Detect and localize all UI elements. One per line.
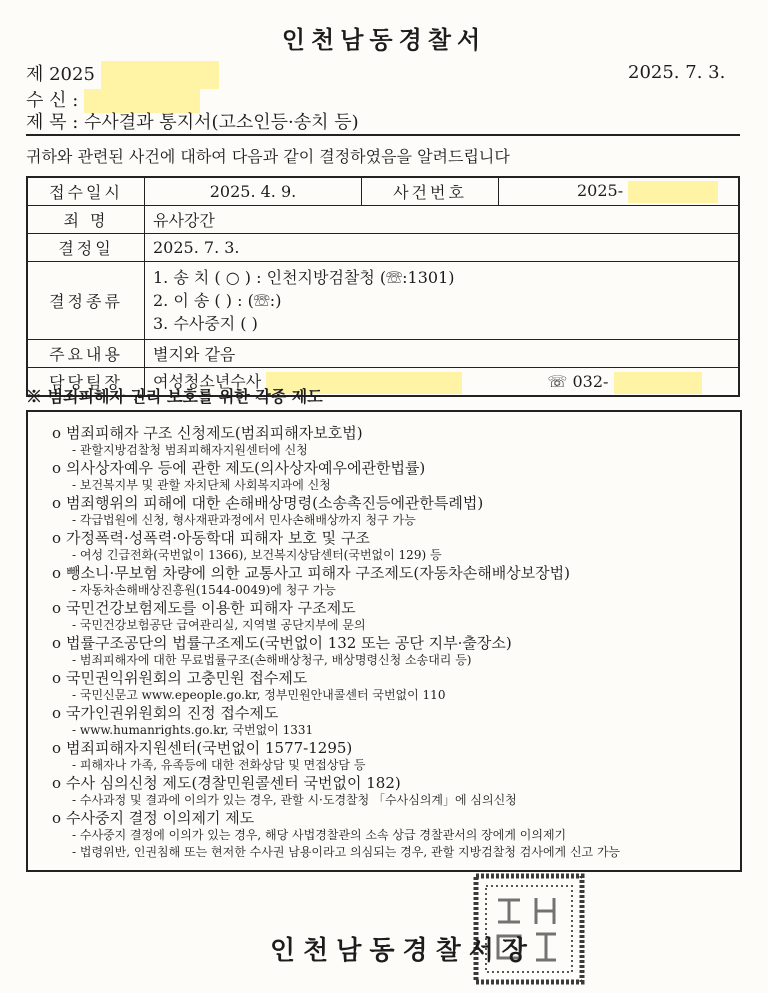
- program-title-text: 법률구조공단의 법률구조제도(국번없이 132 또는 공단 지부·출장소): [66, 634, 512, 652]
- program-detail: - 법령위반, 인권침해 또는 현저한 수사권 남용이라고 의심되는 경우, 관할 지방검찰청 검사에게 신고 가능: [72, 845, 621, 859]
- bullet-circle-icon: o: [52, 424, 62, 442]
- case-info-table: [26, 176, 740, 397]
- program-title: [52, 669, 730, 687]
- redacted-case-no: [628, 181, 718, 203]
- document-title: 인천남동경찰서: [281, 25, 487, 54]
- program-detail: - 피해자나 가족, 유족등에 대한 전화상담 및 면접상담 등: [72, 758, 366, 772]
- decision-date: 2025. 7. 3.: [145, 234, 740, 262]
- program-item: [52, 634, 730, 669]
- program-title-text: 범죄피해자 구조 신청제도(범죄피해자보호법): [66, 424, 363, 442]
- programs-title: ※ 범죄피해자 권리 보호를 위한 각종 제도: [26, 387, 323, 406]
- program-item: [52, 424, 730, 459]
- program-title: [52, 774, 730, 792]
- table-row: [27, 206, 739, 234]
- program-item: [52, 564, 730, 599]
- redacted-number: [101, 61, 219, 89]
- program-detail: - 국민건강보험공단 급여관리실, 지역별 공단지부에 문의: [72, 618, 366, 632]
- program-detail: - 수사중지 결정에 이의가 있는 경우, 해당 사법경찰관의 소속 상급 경찰관서의 장에게 이의제기: [72, 828, 567, 842]
- case-no-cell: [499, 177, 740, 206]
- program-detail: - 국민신문고 www.epeople.go.kr, 정부민원안내콜센터 국번없이 110: [72, 688, 446, 702]
- program-title: [52, 564, 730, 582]
- case-no-label: 사건번호: [362, 177, 499, 206]
- table-row: [27, 262, 739, 340]
- decision-option-transfer-prosecution: 1. 송 치 ( ○ ) : 인천지방검찰청 (☏:1301): [153, 268, 455, 287]
- program-title-text: 수사 심의신청 제도(경찰민원콜센터 국번없이 182): [66, 774, 401, 792]
- bullet-circle-icon: o: [52, 529, 62, 547]
- table-row: [27, 177, 739, 206]
- case-no: 2025-: [577, 181, 624, 200]
- receipt-date-label: 접수일시: [27, 177, 145, 206]
- decision-option-transfer: 2. 이 송 ( ) : (☏:): [153, 291, 282, 310]
- main-content: 별지와 같음: [145, 340, 740, 368]
- program-title-text: 가정폭력·성폭력·아동학대 피해자 보호 및 구조: [66, 529, 370, 547]
- document-number: [26, 60, 219, 89]
- program-item: [52, 774, 730, 809]
- program-item: [52, 669, 730, 704]
- receipt-date: 2025. 4. 9.: [145, 177, 362, 206]
- bullet-circle-icon: o: [52, 669, 62, 687]
- program-title: [52, 634, 730, 652]
- programs-list: [52, 424, 730, 861]
- redacted-phone: [614, 372, 702, 394]
- program-title-text: 국민건강보험제도를 이용한 피해자 구조제도: [66, 599, 356, 617]
- bullet-circle-icon: o: [52, 599, 62, 617]
- program-item: [52, 599, 730, 634]
- bullet-circle-icon: o: [52, 739, 62, 757]
- program-item: [52, 529, 730, 564]
- program-title-text: 의사상자예우 등에 관한 제도(의사상자예우에관한법률): [66, 459, 426, 477]
- program-title: [52, 739, 730, 757]
- police-chief-signature: 인천남동경찰서장: [270, 936, 535, 966]
- table-row: [27, 234, 739, 262]
- program-item: [52, 459, 730, 494]
- document-date: 2025. 7. 3.: [628, 62, 726, 83]
- charge-label: 죄 명: [27, 206, 145, 234]
- program-title: [52, 459, 730, 477]
- program-detail: - www.humanrights.go.kr, 국번없이 1331: [72, 723, 314, 737]
- decision-date-label: 결정일: [27, 234, 145, 262]
- main-content-label: 주요내용: [27, 340, 145, 368]
- program-item: [52, 809, 730, 861]
- program-title-text: 범죄피해자지원센터(국번없이 1577-1295): [66, 739, 353, 757]
- program-title: [52, 424, 730, 442]
- header-divider: [26, 134, 740, 136]
- program-detail: - 관할지방검찰청 범죄피해자지원센터에 신청: [72, 443, 308, 457]
- program-title-text: 국민권익위원회의 고충민원 접수제도: [66, 669, 308, 687]
- bullet-circle-icon: o: [52, 459, 62, 477]
- phone: ☏ 032-: [547, 372, 609, 392]
- program-title: [52, 704, 730, 722]
- bullet-circle-icon: o: [52, 494, 62, 512]
- program-detail: - 수사과정 및 결과에 이의가 있는 경우, 관할 시·도경찰청 「수사심의계」에 심의신청: [72, 793, 517, 807]
- programs-box: [26, 410, 742, 872]
- document-number-label: 제 2025: [26, 64, 95, 85]
- program-detail: - 각급법원에 신청, 형사재판과정에서 민사손해배상까지 청구 가능: [72, 513, 416, 527]
- official-seal: [470, 870, 588, 988]
- bullet-circle-icon: o: [52, 634, 62, 652]
- subject-text: 수사결과 통지서(고소인등·송치 등): [84, 112, 359, 133]
- program-detail: - 여성 긴급전화(국번없이 1366), 보건복지상담센터(국번없이 129) 등: [72, 548, 442, 562]
- program-detail: - 보건복지부 및 관할 자치단체 사회복지과에 신청: [72, 478, 331, 492]
- bullet-circle-icon: o: [52, 564, 62, 582]
- program-title: [52, 809, 730, 827]
- bullet-circle-icon: o: [52, 809, 62, 827]
- program-title-text: 수사중지 결정 이의제기 제도: [66, 809, 255, 827]
- program-title: [52, 494, 730, 512]
- program-item: [52, 704, 730, 739]
- intro-text: 귀하와 관련된 사건에 대하여 다음과 같이 결정하였음을 알려드립니다: [26, 147, 510, 166]
- program-title-text: 범죄행위의 피해에 대한 손해배상명령(소송촉진등에관한특례법): [66, 494, 484, 512]
- decision-type-options: [145, 262, 740, 340]
- bullet-circle-icon: o: [52, 774, 62, 792]
- team-leader-label: 담당팀장: [27, 368, 145, 397]
- program-title: [52, 529, 730, 547]
- team-leader: 여성청소년수사: [153, 372, 262, 392]
- subject-label: 제 목 :: [26, 112, 79, 133]
- program-detail: - 범죄피해자에 대한 무료법률구조(손해배상청구, 배상명령신청 소송대리 등): [72, 653, 472, 667]
- charge: 유사강간: [145, 206, 740, 234]
- program-detail: - 자동차손해배상진흥원(1544-0049)에 청구 가능: [72, 583, 336, 597]
- decision-option-suspension: 3. 수사중지 ( ): [153, 314, 258, 333]
- program-title-text: 뺑소니·무보험 차량에 의한 교통사고 피해자 구조제도(자동차손해배상보장법): [66, 564, 570, 582]
- recipient-label: 수 신 :: [26, 90, 79, 111]
- program-title-text: 국가인권위원회의 진정 접수제도: [66, 704, 279, 722]
- subject: [26, 108, 359, 134]
- decision-type-label: 결정종류: [27, 262, 145, 340]
- program-item: [52, 494, 730, 529]
- program-title: [52, 599, 730, 617]
- table-row: [27, 340, 739, 368]
- program-item: [52, 739, 730, 774]
- bullet-circle-icon: o: [52, 704, 62, 722]
